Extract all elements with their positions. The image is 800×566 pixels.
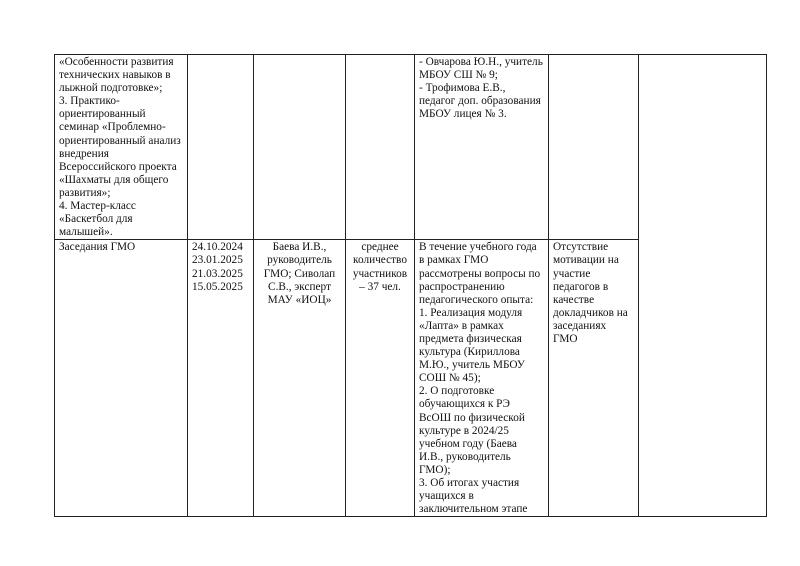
- text-line: «Шахматы для общего: [59, 173, 169, 186]
- text-line: учебном году (Баева: [419, 437, 517, 450]
- text-line: МАУ «ИОЦ»: [267, 293, 332, 306]
- text-line: СОШ № 45);: [419, 372, 481, 385]
- cell-results: [415, 240, 549, 517]
- text-line: культуре в 2024/25: [419, 424, 509, 437]
- cell-responsible: [254, 55, 346, 240]
- text-line: 21.03.2025: [192, 267, 243, 280]
- text-line: 2. О подготовке: [419, 385, 495, 398]
- text-line: обучающихся к РЭ: [419, 398, 510, 411]
- text-line: Заседания ГМО: [59, 241, 136, 254]
- text-line: Всероссийского проекта: [59, 160, 177, 173]
- text-line: МБОУ СШ № 9;: [419, 69, 498, 82]
- text-line: количество: [353, 254, 407, 267]
- text-line: развития»;: [59, 186, 111, 199]
- text-line: участников: [352, 267, 408, 280]
- report-table: [54, 54, 767, 517]
- cell-last-column: [639, 55, 767, 517]
- text-line: малышей».: [59, 226, 113, 239]
- text-line: С.В., эксперт: [268, 280, 331, 293]
- cell-dates: [188, 240, 254, 517]
- text-line: «Баскетбол для: [59, 213, 133, 226]
- cell-results: [415, 55, 549, 240]
- text-line: рассмотрены вопросы по: [419, 267, 541, 280]
- text-line: учащихся в: [419, 490, 474, 503]
- text-line: участие: [553, 267, 591, 280]
- text-line: ориентированный анализ: [59, 134, 181, 147]
- text-line: 15.05.2025: [192, 280, 243, 293]
- cell-dates: [188, 55, 254, 240]
- text-line: ГМО; Сиволап: [263, 267, 336, 280]
- text-line: - Трофимова Е.В.,: [419, 82, 506, 95]
- text-line: качестве: [553, 293, 595, 306]
- text-line: лыжной подготовке»;: [59, 82, 163, 95]
- cell-problems: [549, 55, 639, 240]
- text-line: ориентированный: [59, 108, 146, 121]
- text-line: заседаниях: [553, 319, 607, 332]
- text-line: ГМО: [553, 332, 578, 345]
- text-line: среднее: [361, 241, 399, 254]
- text-line: 23.01.2025: [192, 254, 243, 267]
- text-line: ГМО);: [419, 463, 451, 476]
- text-line: педагог доп. образования: [419, 95, 541, 108]
- text-line: 3. Об итогах участия: [419, 477, 520, 489]
- text-line: предмета физическая: [419, 332, 522, 345]
- text-line: В течение учебного года: [419, 241, 537, 254]
- text-line: – 37 чел.: [359, 280, 401, 293]
- text-line: «Лапта» в рамках: [419, 319, 504, 332]
- cell-event: [55, 240, 188, 517]
- text-line: в рамках ГМО: [419, 254, 489, 267]
- cell-participants: [346, 55, 415, 240]
- text-line: М.Ю., учитель МБОУ: [419, 359, 525, 372]
- text-line: «Особенности развития: [59, 56, 174, 68]
- text-line: Баева И.В.,: [272, 241, 327, 254]
- text-line: руководитель: [267, 254, 332, 267]
- text-line: мотивации на: [553, 254, 619, 267]
- text-line: ВсОШ по физической: [419, 411, 525, 424]
- text-line: МБОУ лицея № 3.: [419, 108, 507, 121]
- cell-responsible: [254, 240, 346, 517]
- text-line: внедрения: [59, 147, 109, 160]
- text-line: - Овчарова Ю.Н., учитель: [419, 56, 543, 68]
- text-line: технических навыков в: [59, 69, 171, 82]
- text-line: педагогов в: [553, 280, 609, 293]
- text-line: 4. Мастер-класс: [59, 200, 136, 213]
- cell-event: [55, 55, 188, 240]
- table-row: [55, 55, 767, 240]
- text-line: Отсутствие: [553, 241, 609, 254]
- cell-problems: [549, 240, 639, 517]
- text-line: 1. Реализация модуля: [419, 306, 523, 319]
- cell-participants: [346, 240, 415, 517]
- text-line: семинар «Проблемно-: [59, 121, 166, 134]
- text-line: И.В., руководитель: [419, 450, 511, 463]
- text-line: 3. Практико-: [59, 95, 120, 108]
- text-line: педагогического опыта:: [419, 293, 534, 306]
- text-line: 24.10.2024: [192, 241, 243, 254]
- text-line: докладчиков на: [553, 306, 628, 319]
- text-line: заключительном этапе: [419, 503, 528, 516]
- text-line: культура (Кириллова: [419, 346, 520, 359]
- text-line: распространению: [419, 280, 505, 293]
